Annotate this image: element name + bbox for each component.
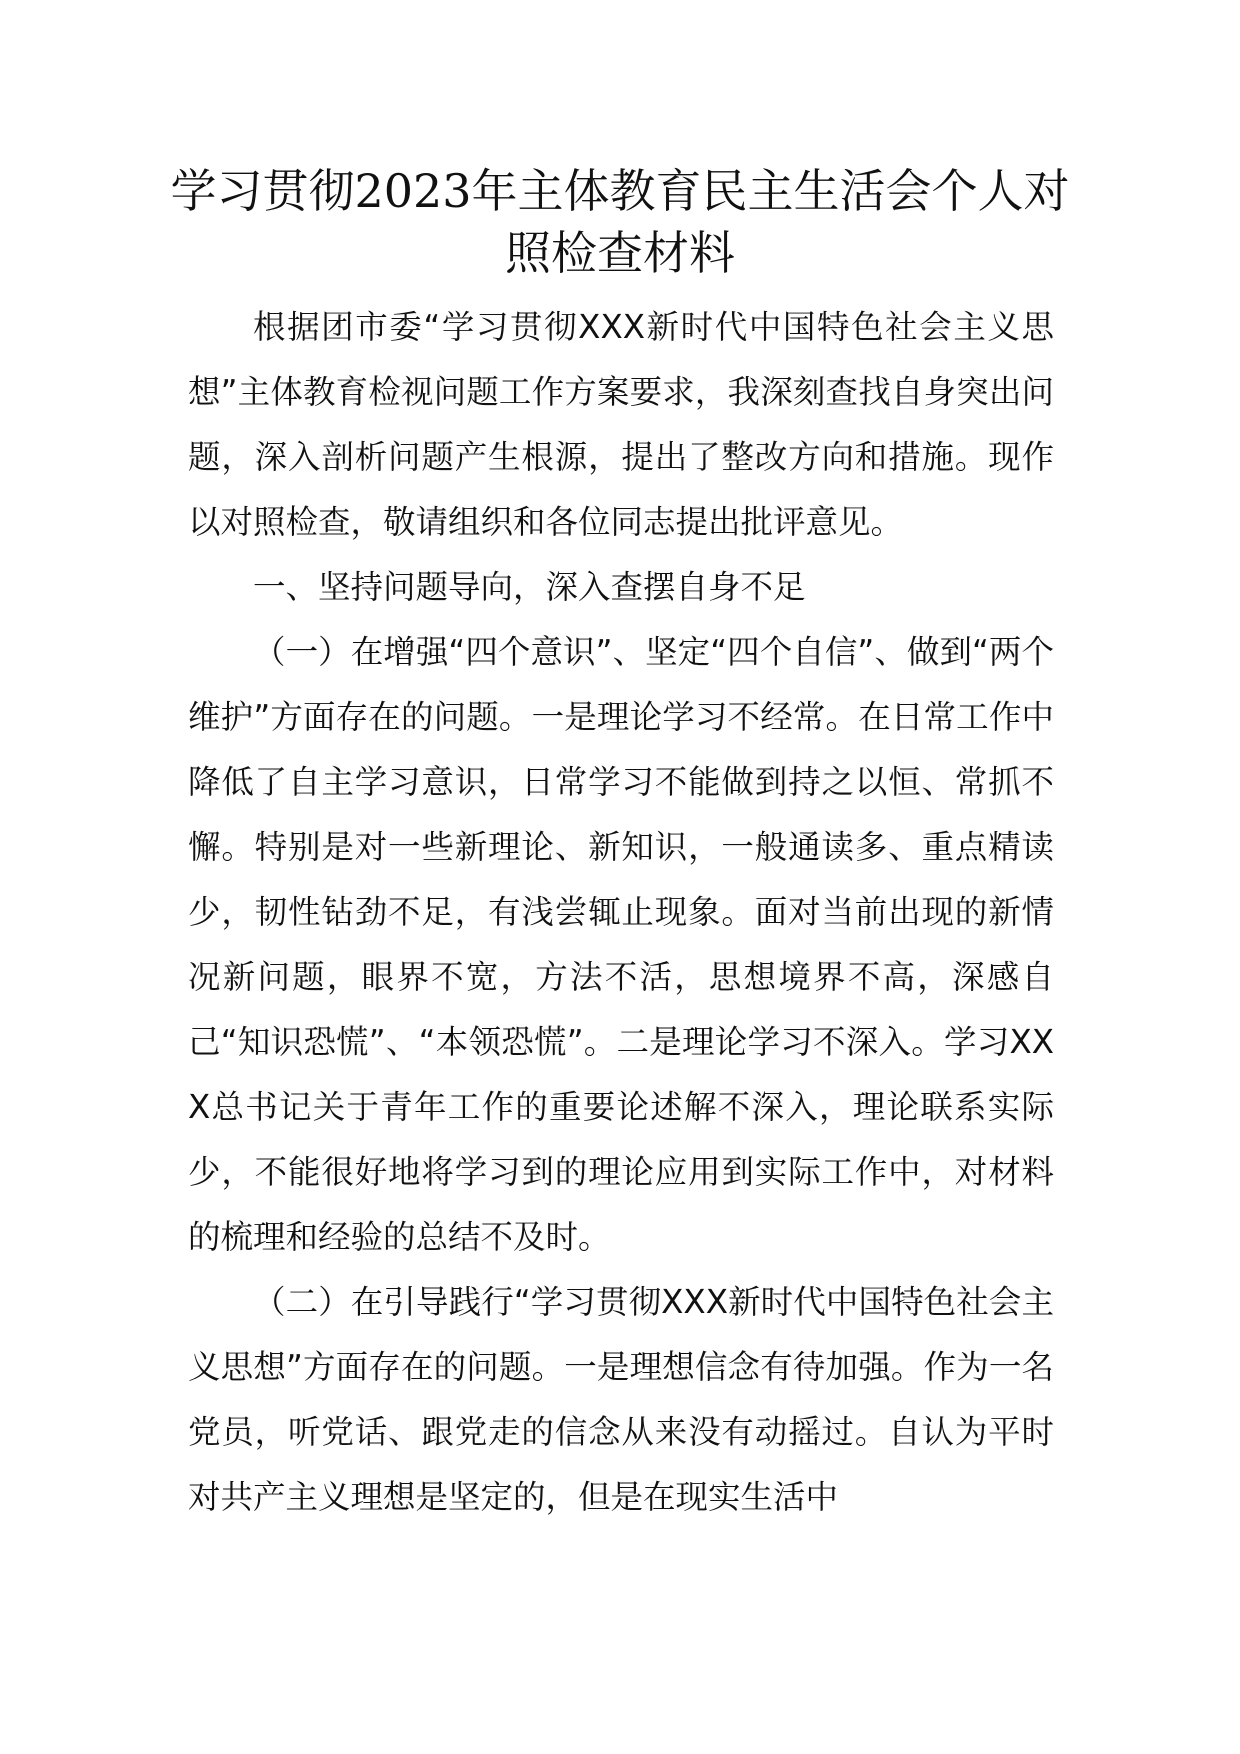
intro-paragraph: 根据团市委“学习贯彻XXX新时代中国特色社会主义思想”主体教育检视问题工作方案要求，我深刻查找自身突出问题，深入剖析问题产生根源，提出了整改方向和措施。现作以对照检查，敬请组织和各位同志提出批评意见。 bbox=[188, 308, 1054, 541]
document-title: 学习贯彻2023年主体教育民主生活会个人对照检查材料 bbox=[170, 164, 1070, 280]
section-heading: 一、坚持问题导向，深入查摆自身不足 bbox=[253, 568, 806, 606]
document-body bbox=[188, 295, 1054, 1530]
subsection-paragraph-1: （一）在增强“四个意识”、坚定“四个自信”、做到“两个维护”方面存在的问题。一是理论学习不经常。在日常工作中降低了自主学习意识，日常学习不能做到持之以恒、常抓不懈。特别是对一些新理论、新知识，一般通读多、重点精读少，韧性钻劲不足，有浅尝辄止现象。面对当前出现的新情况新问题，眼界不宽，方法不活，思想境界不高，深感自己“知识恐慌”、“本领恐慌”。二是理论学习不深入。学习XXX总书记关于青年工作的重要论述解不深入，理论联系实际少，不能很好地将学习到的理论应用到实际工作中，对材料的梳理和经验的总结不及时。 bbox=[188, 633, 1054, 1256]
subsection-paragraph-2: （二）在引导践行“学习贯彻XXX新时代中国特色社会主义思想”方面存在的问题。一是理想信念有待加强。作为一名党员，听党话、跟党走的信念从来没有动摇过。自认为平时对共产主义理想是坚定的，但是在现实生活中 bbox=[188, 1283, 1054, 1516]
